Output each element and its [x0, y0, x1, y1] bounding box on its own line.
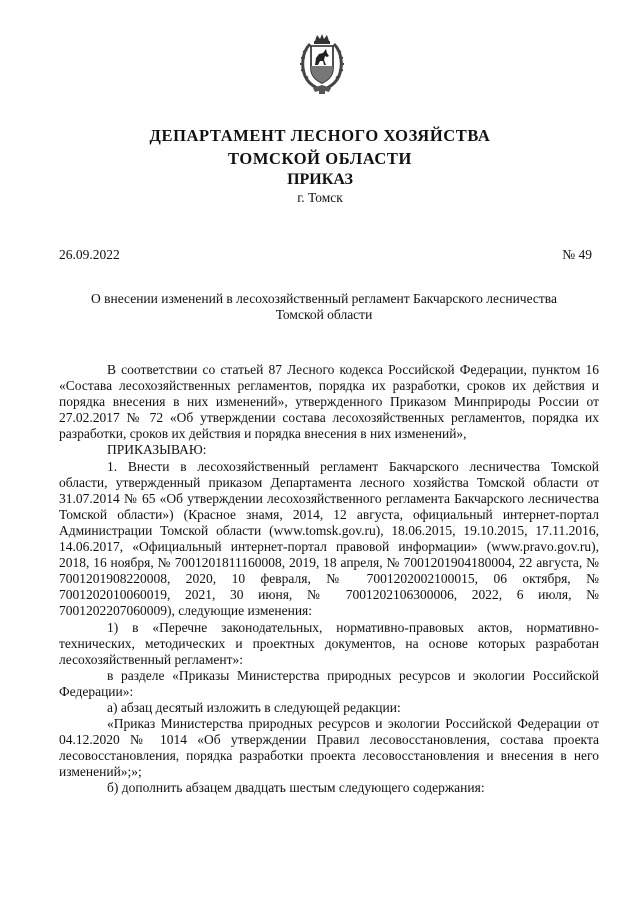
order-keyword: ПРИКАЗЫВАЮ: [107, 442, 207, 458]
document-number: № 49 [562, 247, 592, 262]
body-paragraph: в разделе «Приказы Министерства природных ресурсов и экологии Российской Федерации»: [59, 667, 599, 699]
coat-of-arms-icon [296, 32, 348, 96]
body-paragraph: «Приказ Министерства природных ресурсов и экологии Российской Федерации от 04.12.2020 № 1014 «Об утверждении Правил лесовосстановления, состава проекта лесовосстановления, порядка разработки проекта лесовосстановления и внесения в него изменений»;»; [59, 716, 599, 780]
body-paragraph: 1. Внести в лесохозяйственный регламент Бакчарского лесничества Томской области, утвержденный приказом Департамента лесного хозяйства Томской области от 31.07.2014 № 65 «Об утверждении лесохозяйственного регламента Бакчарского лесничества Томской области») (Красное знамя, 2014, 12 августа, официальный интернет-портал Администрации Томской области (www.tomsk.gov.ru), 18.06.2015, 19.10.2015, 17.11.2016, 14.06.2017, «Официальный интернет-портал правовой информации» (www.pravo.gov.ru), 2018, 16 ноября, № 7001201811160008, 2019, 18 апреля, № 7001201904180004, 22 августа, № 7001201908220008, 2020, 10 февраля, № 7001202002100015, 06 октября, № 7001202010060019, 2021, 30 июня, № 7001202106300006, 2022, 6 июля, № 7001202207060009), следующие изменения: [59, 458, 599, 619]
body-paragraph: б) дополнить абзацем двадцать шестым следующего содержания: [107, 780, 485, 796]
subject-line: О внесении изменений в лесохозяйственный регламент Бакчарского лесничества [91, 291, 557, 306]
preamble-paragraph: В соответствии со статьей 87 Лесного кодекса Российской Федерации, пунктом 16 «Состава лесохозяйственных регламентов, порядка их разработки, сроков их действия и порядка внесения в них изменений», утвержденного Приказом Минприроды России от 27.02.2017 № 72 «Об утверждении состава лесохозяйственных регламентов, порядка их разработки, сроков их действия и порядка внесения в них изменений», [59, 362, 599, 442]
document-type: ПРИКАЗ [287, 171, 353, 188]
body-paragraph: 1) в «Перечне законодательных, нормативно-правовых актов, нормативно-технических, методических и проектных документов, на основе которых разработан лесохозяйственный регламент»: [59, 619, 599, 667]
subject-line: Томской области [275, 307, 373, 322]
org-name-line1: ДЕПАРТАМЕНТ ЛЕСНОГО ХОЗЯЙСТВА [149, 126, 491, 145]
document-date: 26.09.2022 [59, 247, 120, 262]
org-name-line2: ТОМСКОЙ ОБЛАСТИ [228, 149, 412, 168]
document-subject [60, 291, 588, 323]
document-body [59, 362, 599, 797]
city: г. Томск [297, 190, 343, 205]
body-paragraph: а) абзац десятый изложить в следующей редакции: [107, 699, 401, 715]
